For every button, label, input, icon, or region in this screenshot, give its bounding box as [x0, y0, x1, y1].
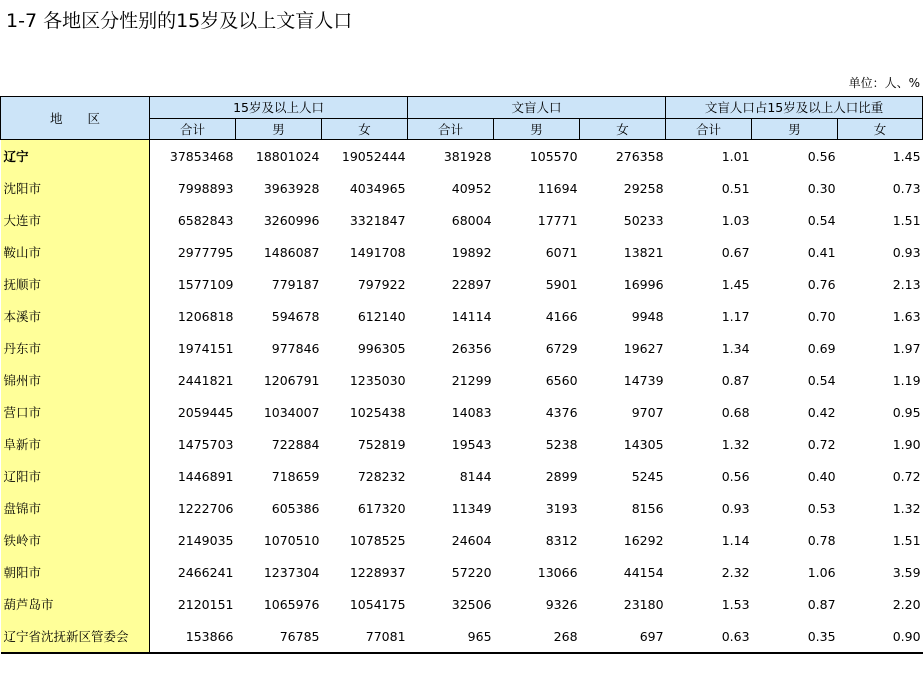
table-row [1, 140, 923, 173]
value-cell: 9707 [631, 404, 664, 420]
value-cell: 1.03 [721, 212, 750, 228]
value-cell: 1228937 [349, 564, 406, 580]
table-row [1, 492, 923, 524]
value-cell: 16292 [623, 532, 664, 548]
value-cell: 1.34 [721, 340, 750, 356]
value-cell: 1.90 [892, 436, 921, 452]
value-cell: 0.76 [807, 276, 836, 292]
value-cell: 105570 [529, 148, 578, 164]
value-cell: 1486087 [263, 244, 320, 260]
value-cell: 0.78 [807, 532, 836, 548]
value-cell: 1.45 [721, 276, 750, 292]
value-cell: 1475703 [177, 436, 234, 452]
value-cell: 22897 [451, 276, 492, 292]
table-row [1, 332, 923, 364]
region-cell: 辽宁 [1, 140, 150, 173]
value-cell: 57220 [451, 564, 492, 580]
value-cell: 3321847 [349, 212, 406, 228]
value-cell: 0.53 [807, 500, 836, 516]
value-cell: 0.68 [721, 404, 750, 420]
value-cell: 29258 [623, 180, 664, 196]
header-group-population: 15岁及以上人口 [150, 97, 408, 119]
value-cell: 14739 [623, 372, 664, 388]
value-cell: 1.51 [892, 532, 921, 548]
table-row [1, 428, 923, 460]
value-cell: 16996 [623, 276, 664, 292]
value-cell: 77081 [322, 620, 408, 653]
value-cell: 6729 [545, 340, 578, 356]
value-cell: 14083 [451, 404, 492, 420]
value-cell: 1078525 [349, 532, 406, 548]
value-cell: 3963928 [263, 180, 320, 196]
value-cell: 2059445 [177, 404, 234, 420]
value-cell: 594678 [271, 308, 320, 324]
region-cell: 辽宁省沈抚新区管委会 [1, 620, 150, 653]
value-cell: 19627 [623, 340, 664, 356]
value-cell: 23180 [623, 596, 664, 612]
value-cell: 1.63 [892, 308, 921, 324]
value-cell: 1577109 [177, 276, 234, 292]
value-cell: 44154 [623, 564, 664, 580]
value-cell: 0.69 [807, 340, 836, 356]
value-cell: 14305 [623, 436, 664, 452]
value-cell: 4166 [545, 308, 578, 324]
value-cell: 0.35 [752, 620, 838, 653]
region-cell: 锦州市 [1, 364, 150, 396]
value-cell: 2899 [545, 468, 578, 484]
table-row [1, 236, 923, 268]
region-cell: 朝阳市 [1, 556, 150, 588]
value-cell: 1034007 [263, 404, 320, 420]
value-cell: 6071 [545, 244, 578, 260]
value-cell: 2.32 [721, 564, 750, 580]
value-cell: 0.73 [892, 180, 921, 196]
value-cell: 697 [580, 620, 666, 653]
value-cell: 1237304 [263, 564, 320, 580]
header-sub: 女 [580, 118, 666, 140]
value-cell: 2441821 [177, 372, 234, 388]
value-cell: 1025438 [349, 404, 406, 420]
table-row [1, 300, 923, 332]
value-cell: 1.53 [721, 596, 750, 612]
value-cell: 19052444 [341, 148, 406, 164]
value-cell: 1446891 [177, 468, 234, 484]
header-sub: 男 [752, 118, 838, 140]
region-cell: 大连市 [1, 204, 150, 236]
value-cell: 718659 [271, 468, 320, 484]
header-sub: 女 [838, 118, 923, 140]
value-cell: 1.19 [892, 372, 921, 388]
value-cell: 5238 [545, 436, 578, 452]
value-cell: 0.30 [807, 180, 836, 196]
value-cell: 0.90 [838, 620, 923, 653]
header-group-ratio: 文盲人口占15岁及以上人口比重 [666, 97, 923, 119]
value-cell: 605386 [271, 500, 320, 516]
value-cell: 19892 [451, 244, 492, 260]
value-cell: 2.20 [892, 596, 921, 612]
value-cell: 4376 [545, 404, 578, 420]
table-row [1, 204, 923, 236]
value-cell: 2977795 [177, 244, 234, 260]
value-cell: 617320 [357, 500, 406, 516]
value-cell: 50233 [623, 212, 664, 228]
value-cell: 996305 [357, 340, 406, 356]
header-sub: 女 [322, 118, 408, 140]
value-cell: 8156 [631, 500, 664, 516]
value-cell: 1235030 [349, 372, 406, 388]
header-sub: 合计 [150, 118, 236, 140]
region-cell: 葫芦岛市 [1, 588, 150, 620]
value-cell: 6560 [545, 372, 578, 388]
value-cell: 14114 [451, 308, 492, 324]
value-cell: 2120151 [177, 596, 234, 612]
value-cell: 11694 [537, 180, 578, 196]
value-cell: 21299 [451, 372, 492, 388]
value-cell: 5245 [631, 468, 664, 484]
value-cell: 24604 [451, 532, 492, 548]
value-cell: 0.54 [807, 372, 836, 388]
value-cell: 7998893 [177, 180, 234, 196]
table-row [1, 620, 923, 653]
header-sub: 男 [236, 118, 322, 140]
value-cell: 32506 [451, 596, 492, 612]
table-row [1, 268, 923, 300]
header-sub: 合计 [666, 118, 752, 140]
value-cell: 6582843 [177, 212, 234, 228]
value-cell: 722884 [271, 436, 320, 452]
value-cell: 0.56 [807, 148, 836, 164]
value-cell: 0.51 [721, 180, 750, 196]
value-cell: 0.87 [721, 372, 750, 388]
value-cell: 1491708 [349, 244, 406, 260]
value-cell: 2466241 [177, 564, 234, 580]
table-row [1, 556, 923, 588]
unit-label: 单位：人、% [848, 76, 920, 90]
value-cell: 0.40 [807, 468, 836, 484]
table-body [1, 140, 923, 654]
value-cell: 752819 [357, 436, 406, 452]
value-cell: 0.54 [807, 212, 836, 228]
table-row [1, 364, 923, 396]
value-cell: 276358 [615, 148, 664, 164]
value-cell: 5901 [545, 276, 578, 292]
value-cell: 779187 [271, 276, 320, 292]
table-row [1, 524, 923, 556]
value-cell: 11349 [451, 500, 492, 516]
value-cell: 17771 [537, 212, 578, 228]
value-cell: 40952 [451, 180, 492, 196]
value-cell: 2.13 [892, 276, 921, 292]
value-cell: 0.72 [892, 468, 921, 484]
header-group-illiterate: 文盲人口 [408, 97, 666, 119]
value-cell: 68004 [451, 212, 492, 228]
value-cell: 1206791 [263, 372, 320, 388]
value-cell: 2149035 [177, 532, 234, 548]
value-cell: 612140 [357, 308, 406, 324]
value-cell: 3193 [545, 500, 578, 516]
value-cell: 381928 [443, 148, 492, 164]
value-cell: 4034965 [349, 180, 406, 196]
value-cell: 3260996 [263, 212, 320, 228]
region-cell: 盘锦市 [1, 492, 150, 524]
value-cell: 9326 [545, 596, 578, 612]
header-sub: 男 [494, 118, 580, 140]
table-row [1, 460, 923, 492]
header-region: 地 区 [1, 97, 150, 140]
region-cell: 沈阳市 [1, 172, 150, 204]
value-cell: 8312 [545, 532, 578, 548]
value-cell: 0.63 [666, 620, 752, 653]
value-cell: 1.17 [721, 308, 750, 324]
value-cell: 13066 [537, 564, 578, 580]
value-cell: 3.59 [892, 564, 921, 580]
value-cell: 965 [408, 620, 494, 653]
value-cell: 1.32 [892, 500, 921, 516]
value-cell: 0.41 [807, 244, 836, 260]
value-cell: 8144 [459, 468, 492, 484]
page-title: 1-7 各地区分性别的15岁及以上文盲人口 [6, 10, 353, 32]
region-cell: 本溪市 [1, 300, 150, 332]
header-sub: 合计 [408, 118, 494, 140]
region-cell: 营口市 [1, 396, 150, 428]
value-cell: 1222706 [177, 500, 234, 516]
region-cell: 铁岭市 [1, 524, 150, 556]
value-cell: 0.93 [721, 500, 750, 516]
value-cell: 1.14 [721, 532, 750, 548]
value-cell: 9948 [631, 308, 664, 324]
value-cell: 153866 [150, 620, 236, 653]
value-cell: 797922 [357, 276, 406, 292]
value-cell: 0.87 [807, 596, 836, 612]
value-cell: 1.97 [892, 340, 921, 356]
value-cell: 0.93 [892, 244, 921, 260]
region-cell: 鞍山市 [1, 236, 150, 268]
value-cell: 1065976 [263, 596, 320, 612]
value-cell: 1.32 [721, 436, 750, 452]
region-cell: 辽阳市 [1, 460, 150, 492]
region-cell: 阜新市 [1, 428, 150, 460]
table-row [1, 588, 923, 620]
value-cell: 13821 [623, 244, 664, 260]
table-row [1, 396, 923, 428]
value-cell: 0.42 [807, 404, 836, 420]
value-cell: 1070510 [263, 532, 320, 548]
value-cell: 19543 [451, 436, 492, 452]
value-cell: 0.95 [892, 404, 921, 420]
value-cell: 977846 [271, 340, 320, 356]
value-cell: 1206818 [177, 308, 234, 324]
value-cell: 1054175 [349, 596, 406, 612]
value-cell: 0.72 [807, 436, 836, 452]
value-cell: 1974151 [177, 340, 234, 356]
value-cell: 0.67 [721, 244, 750, 260]
value-cell: 1.45 [892, 148, 921, 164]
value-cell: 26356 [451, 340, 492, 356]
value-cell: 76785 [236, 620, 322, 653]
value-cell: 0.70 [807, 308, 836, 324]
value-cell: 1.51 [892, 212, 921, 228]
value-cell: 0.56 [721, 468, 750, 484]
value-cell: 268 [494, 620, 580, 653]
value-cell: 37853468 [169, 148, 234, 164]
value-cell: 728232 [357, 468, 406, 484]
table-row [1, 172, 923, 204]
value-cell: 1.06 [807, 564, 836, 580]
value-cell: 18801024 [255, 148, 320, 164]
data-table [0, 96, 923, 654]
region-cell: 丹东市 [1, 332, 150, 364]
value-cell: 1.01 [721, 148, 750, 164]
region-cell: 抚顺市 [1, 268, 150, 300]
